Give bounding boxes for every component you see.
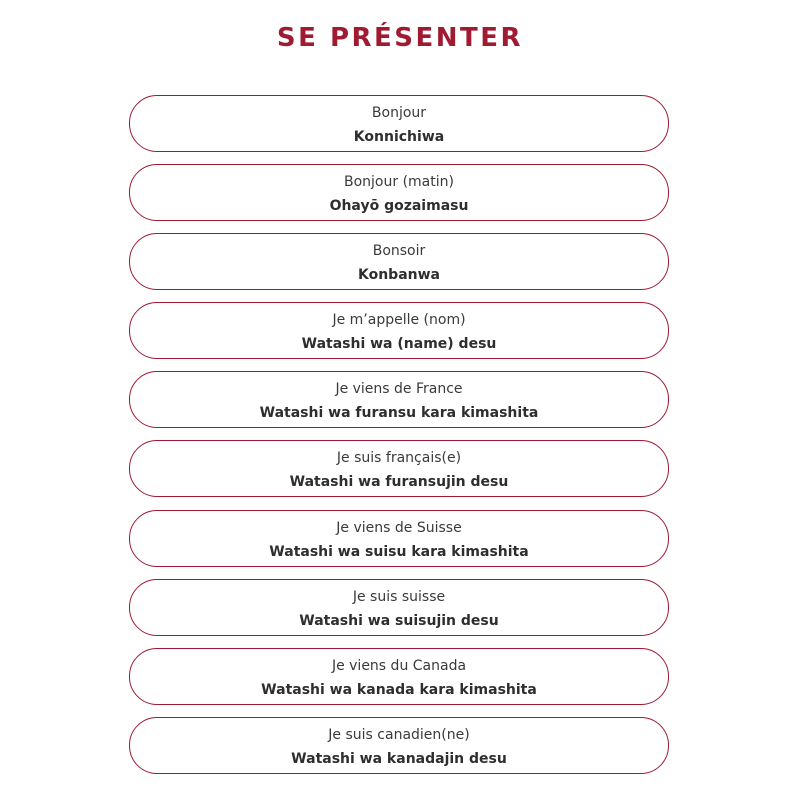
phrase-japanese: Ohayō gozaimasu [329,198,469,214]
phrase-card [129,510,669,567]
phrase-card [129,164,669,221]
phrase-japanese: Konnichiwa [353,129,445,145]
phrase-french: Bonjour [371,105,427,121]
phrase-card [129,371,669,428]
phrase-japanese: Watashi wa suisu kara kimashita [269,544,529,560]
phrase-french: Bonjour (matin) [344,174,454,190]
phrase-card [129,233,669,290]
phrase-card [129,579,669,636]
phrase-japanese: Watashi wa furansujin desu [289,474,509,490]
phrase-card [129,440,669,497]
phrase-french: Je viens du Canada [331,658,467,674]
phrase-japanese: Watashi wa furansu kara kimashita [259,405,539,421]
phrase-japanese: Watashi wa kanadajin desu [291,751,507,767]
phrase-french: Bonsoir [372,243,426,259]
phrase-french: Je suis suisse [352,589,446,605]
phrase-french: Je suis canadien(ne) [328,727,470,743]
phrase-french: Je viens de Suisse [336,520,462,536]
phrase-french: Je suis français(e) [336,450,462,466]
page-title: SE PRÉSENTER [276,23,524,53]
phrase-japanese: Konbanwa [357,267,440,283]
phrase-french: Je m’appelle (nom) [332,312,466,328]
phrase-french: Je viens de France [335,381,463,397]
phrase-card [129,717,669,774]
phrase-japanese: Watashi wa kanada kara kimashita [261,682,537,698]
phrase-card [129,95,669,152]
phrase-card [129,302,669,359]
phrase-japanese: Watashi wa (name) desu [301,336,497,352]
phrase-card [129,648,669,705]
phrase-japanese: Watashi wa suisujin desu [299,613,499,629]
